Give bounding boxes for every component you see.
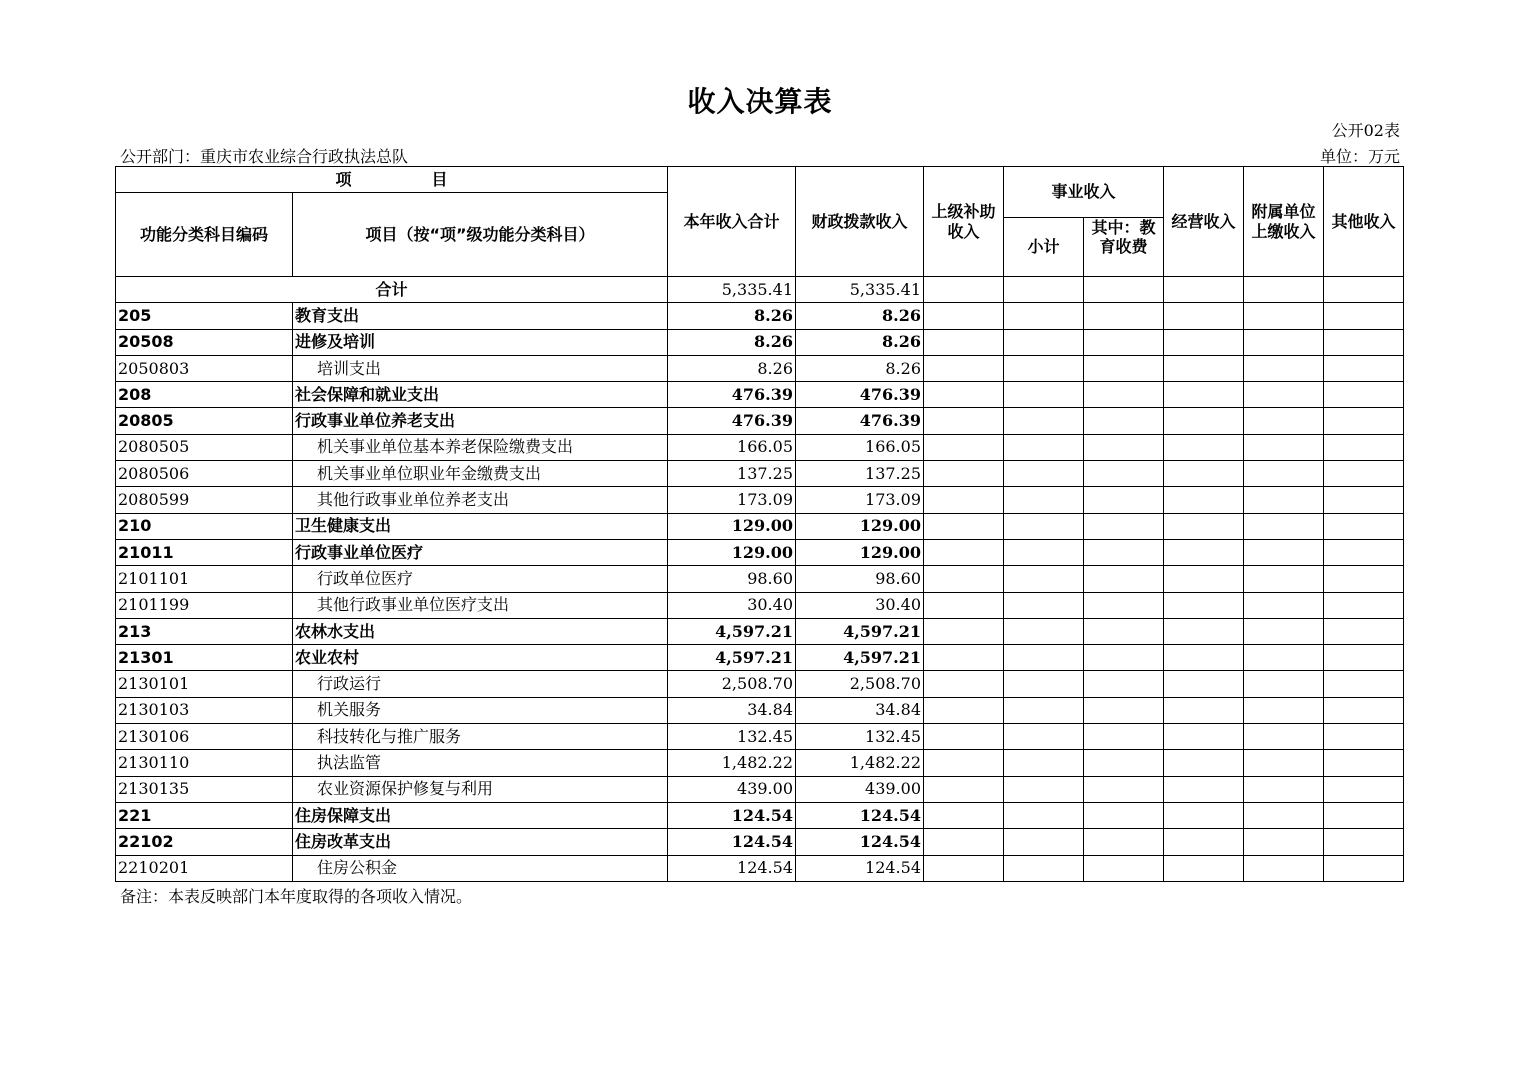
empty-cell	[1244, 566, 1324, 592]
row-total: 8.26	[668, 303, 796, 329]
table-row	[116, 618, 1404, 644]
empty-cell	[1164, 618, 1244, 644]
empty-cell	[924, 434, 1004, 460]
table-row	[116, 303, 1404, 329]
header-code: 功能分类科目编码	[116, 193, 293, 277]
row-fiscal: 124.54	[796, 829, 924, 855]
table-row	[116, 592, 1404, 618]
row-fiscal: 173.09	[796, 487, 924, 513]
row-total: 132.45	[668, 724, 796, 750]
table-row	[116, 776, 1404, 802]
row-name: 社会保障和就业支出	[293, 382, 668, 408]
row-total: 4,597.21	[668, 618, 796, 644]
row-name: 其他行政事业单位医疗支出	[293, 592, 668, 618]
empty-cell	[924, 355, 1004, 381]
row-total: 2,508.70	[668, 671, 796, 697]
empty-cell	[1084, 513, 1164, 539]
row-fiscal: 129.00	[796, 513, 924, 539]
empty-cell	[1084, 434, 1164, 460]
row-name: 行政事业单位医疗	[293, 539, 668, 565]
table-row	[116, 750, 1404, 776]
table-row	[116, 434, 1404, 460]
empty-cell	[1084, 855, 1164, 881]
table-row	[116, 539, 1404, 565]
row-name: 行政运行	[293, 671, 668, 697]
empty-cell	[1244, 408, 1324, 434]
empty-cell	[1244, 618, 1324, 644]
empty-cell	[1004, 592, 1084, 618]
department-label: 公开部门：重庆市农业综合行政执法总队	[120, 147, 409, 166]
empty-cell	[1244, 592, 1324, 618]
row-code: 2101101	[116, 566, 293, 592]
empty-cell	[924, 802, 1004, 828]
row-code: 2130110	[116, 750, 293, 776]
row-code: 208	[116, 382, 293, 408]
row-fiscal: 4,597.21	[796, 618, 924, 644]
row-code: 2130101	[116, 671, 293, 697]
empty-cell	[1164, 329, 1244, 355]
row-total: 137.25	[668, 461, 796, 487]
empty-cell	[1164, 513, 1244, 539]
empty-cell	[1324, 750, 1404, 776]
row-total: 476.39	[668, 408, 796, 434]
row-code: 2080505	[116, 434, 293, 460]
empty-cell	[924, 539, 1004, 565]
row-name: 教育支出	[293, 303, 668, 329]
empty-cell	[1084, 329, 1164, 355]
empty-cell	[1324, 724, 1404, 750]
header-subtotal: 小计	[1004, 218, 1084, 277]
row-fiscal: 132.45	[796, 724, 924, 750]
empty-cell	[1164, 776, 1244, 802]
empty-cell	[1164, 434, 1244, 460]
empty-cell	[1084, 408, 1164, 434]
form-number: 公开02表	[1331, 121, 1400, 140]
row-code: 21301	[116, 645, 293, 671]
row-total: 124.54	[668, 829, 796, 855]
empty-cell	[1324, 382, 1404, 408]
row-name: 农业资源保护修复与利用	[293, 776, 668, 802]
row-name: 行政单位医疗	[293, 566, 668, 592]
empty-cell	[1084, 592, 1164, 618]
empty-cell	[1244, 750, 1324, 776]
page-title: 收入决算表	[687, 85, 833, 118]
empty-cell	[1004, 618, 1084, 644]
table-row	[116, 329, 1404, 355]
empty-cell	[924, 303, 1004, 329]
empty-cell	[1004, 671, 1084, 697]
row-fiscal: 476.39	[796, 382, 924, 408]
empty-cell	[1324, 855, 1404, 881]
header-business: 事业收入	[1004, 167, 1164, 218]
empty-cell	[1164, 461, 1244, 487]
empty-cell	[1244, 802, 1324, 828]
table-row	[116, 724, 1404, 750]
row-total: 124.54	[668, 802, 796, 828]
row-code: 20508	[116, 329, 293, 355]
table-row	[116, 566, 1404, 592]
row-fiscal: 137.25	[796, 461, 924, 487]
empty-cell	[1004, 645, 1084, 671]
empty-cell	[1004, 487, 1084, 513]
row-total: 439.00	[668, 776, 796, 802]
empty-cell	[1084, 461, 1164, 487]
header-row-1	[116, 167, 1404, 193]
empty-cell	[1324, 329, 1404, 355]
empty-cell	[1084, 487, 1164, 513]
empty-cell	[1244, 303, 1324, 329]
row-fiscal: 129.00	[796, 539, 924, 565]
empty-cell	[1324, 618, 1404, 644]
row-name: 行政事业单位养老支出	[293, 408, 668, 434]
empty-cell	[1324, 645, 1404, 671]
empty-cell	[1244, 776, 1324, 802]
row-fiscal: 166.05	[796, 434, 924, 460]
empty-cell	[1164, 750, 1244, 776]
row-total: 1,482.22	[668, 750, 796, 776]
empty-cell	[1244, 724, 1324, 750]
empty-cell	[1084, 303, 1164, 329]
row-fiscal: 34.84	[796, 697, 924, 723]
empty-cell	[1244, 645, 1324, 671]
row-fiscal: 8.26	[796, 303, 924, 329]
table-row	[116, 461, 1404, 487]
total-row	[116, 277, 1404, 303]
empty-cell	[924, 513, 1004, 539]
empty-cell	[1164, 592, 1244, 618]
row-name: 住房公积金	[293, 855, 668, 881]
empty-cell	[1244, 697, 1324, 723]
empty-cell	[1084, 697, 1164, 723]
row-fiscal: 476.39	[796, 408, 924, 434]
header-total: 本年收入合计	[668, 167, 796, 277]
row-code: 2080599	[116, 487, 293, 513]
empty-cell	[1164, 566, 1244, 592]
empty-cell	[1324, 566, 1404, 592]
empty-cell	[924, 566, 1004, 592]
empty-cell	[1244, 671, 1324, 697]
empty-cell	[1164, 855, 1244, 881]
empty-cell	[1004, 303, 1084, 329]
row-code: 22102	[116, 829, 293, 855]
row-total: 30.40	[668, 592, 796, 618]
row-code: 2101199	[116, 592, 293, 618]
empty-cell	[924, 329, 1004, 355]
row-fiscal: 124.54	[796, 855, 924, 881]
income-table	[115, 166, 1404, 882]
row-code: 2080506	[116, 461, 293, 487]
row-name: 机关事业单位职业年金缴费支出	[293, 461, 668, 487]
table-row	[116, 408, 1404, 434]
header-operating: 经营收入	[1164, 167, 1244, 277]
empty-cell	[1084, 724, 1164, 750]
empty-cell	[1084, 802, 1164, 828]
row-name: 住房改革支出	[293, 829, 668, 855]
empty-cell	[924, 487, 1004, 513]
empty-cell	[1004, 461, 1084, 487]
empty-cell	[1004, 355, 1084, 381]
row-fiscal: 8.26	[796, 355, 924, 381]
row-code: 2210201	[116, 855, 293, 881]
row-fiscal: 8.26	[796, 329, 924, 355]
empty-cell	[1244, 513, 1324, 539]
header-edu-fee	[1084, 218, 1164, 277]
empty-cell	[1164, 671, 1244, 697]
table-row	[116, 382, 1404, 408]
row-name: 机关服务	[293, 697, 668, 723]
empty-cell	[1004, 566, 1084, 592]
table-row	[116, 829, 1404, 855]
table-row	[116, 855, 1404, 881]
row-total: 129.00	[668, 513, 796, 539]
empty-cell	[1164, 355, 1244, 381]
header-edu-fee-text: 其中：教育收费	[1091, 218, 1156, 256]
empty-cell	[1324, 829, 1404, 855]
empty-cell	[1164, 697, 1244, 723]
empty-cell	[1324, 592, 1404, 618]
empty-cell	[924, 408, 1004, 434]
empty-cell	[1004, 434, 1084, 460]
empty-cell	[1084, 776, 1164, 802]
row-name: 机关事业单位基本养老保险缴费支出	[293, 434, 668, 460]
row-name: 培训支出	[293, 355, 668, 381]
empty-cell	[1164, 829, 1244, 855]
empty-cell	[1324, 697, 1404, 723]
empty-cell	[1244, 382, 1324, 408]
empty-cell	[1324, 487, 1404, 513]
empty-cell	[1084, 566, 1164, 592]
empty-cell	[924, 618, 1004, 644]
empty-cell	[1004, 855, 1084, 881]
row-total: 476.39	[668, 382, 796, 408]
empty-cell	[1164, 802, 1244, 828]
total-fiscal: 5,335.41	[796, 277, 924, 303]
empty-cell	[1084, 382, 1164, 408]
empty-cell	[1324, 461, 1404, 487]
empty-cell	[1244, 829, 1324, 855]
empty-cell	[1324, 408, 1404, 434]
row-name: 执法监管	[293, 750, 668, 776]
header-other: 其他收入	[1324, 167, 1404, 277]
empty-cell	[1324, 434, 1404, 460]
empty-cell	[1244, 461, 1324, 487]
empty-cell	[1004, 329, 1084, 355]
empty-cell	[1004, 697, 1084, 723]
row-name: 进修及培训	[293, 329, 668, 355]
empty-cell	[1164, 645, 1244, 671]
empty-cell	[1004, 829, 1084, 855]
row-name: 农业农村	[293, 645, 668, 671]
empty-cell	[1004, 408, 1084, 434]
row-total: 8.26	[668, 355, 796, 381]
header-affiliated: 附属单位上缴收入	[1244, 167, 1324, 277]
row-code: 205	[116, 303, 293, 329]
empty-cell	[924, 776, 1004, 802]
empty-cell	[1004, 724, 1084, 750]
empty-cell	[1324, 671, 1404, 697]
table-row	[116, 487, 1404, 513]
row-code: 2130103	[116, 697, 293, 723]
empty-cell	[1324, 355, 1404, 381]
row-fiscal: 30.40	[796, 592, 924, 618]
row-name: 住房保障支出	[293, 802, 668, 828]
empty-cell	[1164, 539, 1244, 565]
empty-cell	[924, 461, 1004, 487]
table-row	[116, 802, 1404, 828]
empty-cell	[1084, 539, 1164, 565]
row-fiscal: 98.60	[796, 566, 924, 592]
empty-cell	[1244, 434, 1324, 460]
row-code: 2050803	[116, 355, 293, 381]
empty-cell	[1164, 724, 1244, 750]
empty-cell	[1164, 382, 1244, 408]
total-amount: 5,335.41	[668, 277, 796, 303]
empty-cell	[1004, 776, 1084, 802]
table-row	[116, 355, 1404, 381]
row-code: 20805	[116, 408, 293, 434]
empty-cell	[1084, 355, 1164, 381]
empty-cell	[924, 750, 1004, 776]
row-total: 34.84	[668, 697, 796, 723]
empty-cell	[1004, 539, 1084, 565]
empty-cell	[924, 697, 1004, 723]
header-name: 项目（按“项”级功能分类科目）	[293, 193, 668, 277]
table-row	[116, 645, 1404, 671]
row-fiscal: 2,508.70	[796, 671, 924, 697]
empty-cell	[924, 382, 1004, 408]
empty-cell	[924, 829, 1004, 855]
empty-cell	[924, 645, 1004, 671]
empty-cell	[1324, 539, 1404, 565]
header-item-group: 项 目	[116, 167, 668, 193]
empty-cell	[1084, 618, 1164, 644]
empty-cell	[924, 592, 1004, 618]
empty-cell	[1164, 303, 1244, 329]
row-fiscal: 4,597.21	[796, 645, 924, 671]
row-total: 129.00	[668, 539, 796, 565]
empty-cell	[924, 671, 1004, 697]
unit-label: 单位：万元	[1319, 147, 1400, 166]
header-upper: 上级补助收入	[924, 167, 1004, 277]
row-total: 166.05	[668, 434, 796, 460]
empty-cell	[1084, 645, 1164, 671]
row-total: 124.54	[668, 855, 796, 881]
row-name: 科技转化与推广服务	[293, 724, 668, 750]
row-total: 4,597.21	[668, 645, 796, 671]
empty-cell	[1324, 802, 1404, 828]
empty-cell	[1164, 487, 1244, 513]
empty-cell	[1324, 776, 1404, 802]
row-fiscal: 439.00	[796, 776, 924, 802]
row-name: 其他行政事业单位养老支出	[293, 487, 668, 513]
empty-cell	[1324, 303, 1404, 329]
row-fiscal: 1,482.22	[796, 750, 924, 776]
empty-cell	[1244, 355, 1324, 381]
footnote: 备注：本表反映部门本年度取得的各项收入情况。	[120, 887, 473, 906]
empty-cell	[1004, 750, 1084, 776]
empty-cell	[1084, 671, 1164, 697]
total-label: 合计	[116, 277, 668, 303]
row-total: 98.60	[668, 566, 796, 592]
table-row	[116, 513, 1404, 539]
row-code: 213	[116, 618, 293, 644]
row-total: 173.09	[668, 487, 796, 513]
empty-cell	[1244, 855, 1324, 881]
empty-cell	[1164, 408, 1244, 434]
row-name: 卫生健康支出	[293, 513, 668, 539]
empty-cell	[1084, 829, 1164, 855]
empty-cell	[1244, 329, 1324, 355]
empty-cell	[1004, 382, 1084, 408]
empty-cell	[1004, 513, 1084, 539]
header-fiscal: 财政拨款收入	[796, 167, 924, 277]
row-fiscal: 124.54	[796, 802, 924, 828]
empty-cell	[1004, 802, 1084, 828]
row-code: 2130106	[116, 724, 293, 750]
empty-cell	[1244, 539, 1324, 565]
row-code: 21011	[116, 539, 293, 565]
empty-cell	[1084, 750, 1164, 776]
empty-cell	[1244, 487, 1324, 513]
empty-cell	[1324, 513, 1404, 539]
row-code: 210	[116, 513, 293, 539]
table-row	[116, 697, 1404, 723]
row-total: 8.26	[668, 329, 796, 355]
empty-cell	[924, 724, 1004, 750]
row-code: 2130135	[116, 776, 293, 802]
row-name: 农林水支出	[293, 618, 668, 644]
table-row	[116, 671, 1404, 697]
row-code: 221	[116, 802, 293, 828]
empty-cell	[924, 855, 1004, 881]
